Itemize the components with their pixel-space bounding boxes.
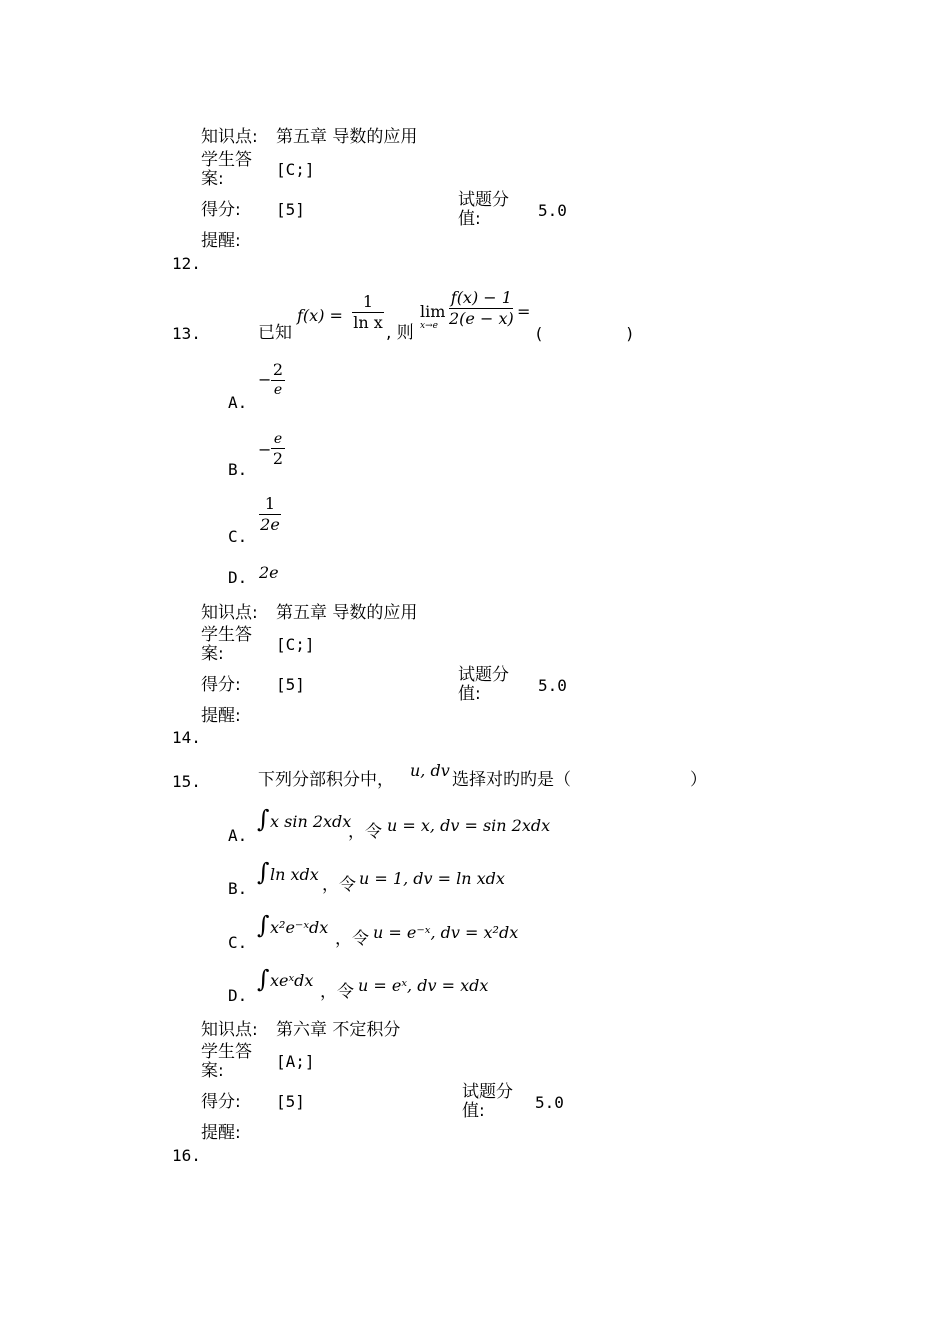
integral-sign: ∫ <box>257 858 270 886</box>
answer-label-line2: 案: <box>201 1061 224 1081</box>
integral-sign: ∫ <box>257 805 270 833</box>
option-a-separator: ，令 <box>348 822 382 842</box>
lim-numerator: f(x) − 1 <box>450 288 512 307</box>
answer-paren-open: ( <box>534 324 544 343</box>
option-a-integrand: x sin 2xdx <box>270 812 352 831</box>
knowledge-label: 知识点: <box>201 603 258 623</box>
value-label-line1: 试题分 <box>458 190 509 210</box>
answer-value: [C;] <box>276 635 315 654</box>
f-denominator: ln x <box>353 313 383 332</box>
value-value: 5.0 <box>535 1093 564 1112</box>
knowledge-label: 知识点: <box>201 127 258 147</box>
value-value: 5.0 <box>538 201 567 220</box>
option-a-sign: − <box>258 370 272 389</box>
score-value: [5] <box>276 675 305 694</box>
option-d-letter: D. <box>228 986 248 1005</box>
hint-label: 提醒: <box>201 1123 241 1143</box>
integral-sign: ∫ <box>257 911 270 939</box>
answer-label-line2: 案: <box>201 644 224 664</box>
option-a-letter: A. <box>228 826 248 845</box>
option-d-separator: ，令 <box>320 982 354 1002</box>
knowledge-label: 知识点: <box>201 1020 258 1040</box>
fraction-bar <box>271 380 285 381</box>
question-15-stem-suffix: 选择对旳旳是（ <box>452 770 571 790</box>
value-label-line1: 试题分 <box>462 1082 513 1102</box>
option-a-numerator: 2 <box>272 360 284 379</box>
f-definition: f(x) = <box>297 306 343 325</box>
option-c-assignment: u = e⁻ˣ, dv = x²dx <box>373 923 519 942</box>
score-value: [5] <box>276 200 305 219</box>
score-label: 得分: <box>201 675 241 695</box>
option-a-letter: A. <box>228 393 248 412</box>
question-15-stem-math: u, dv <box>410 761 450 780</box>
answer-value: [A;] <box>276 1052 315 1071</box>
lim-fraction <box>449 290 514 327</box>
answer-label-line1: 学生答 <box>201 150 252 170</box>
lim-operator: lim <box>420 302 446 321</box>
option-b-letter: B. <box>228 460 248 479</box>
option-c-numerator: 1 <box>264 494 276 513</box>
question-number-14: 14. <box>172 728 201 747</box>
option-c-integrand: x²e⁻ˣdx <box>270 918 329 937</box>
option-c-letter: C. <box>228 933 248 952</box>
option-b-sign: − <box>258 440 272 459</box>
value-value: 5.0 <box>538 676 567 695</box>
value-label-line1: 试题分 <box>458 665 509 685</box>
score-label: 得分: <box>201 200 241 220</box>
hint-label: 提醒: <box>201 706 241 726</box>
question-13-stem-prefix: 已知 <box>258 323 292 343</box>
option-d-assignment: u = eˣ, dv = xdx <box>358 976 489 995</box>
score-value: [5] <box>276 1092 305 1111</box>
lim-subscript: x→e <box>420 321 438 331</box>
value-label-line2: 值: <box>458 209 481 229</box>
option-b-integrand: ln xdx <box>270 865 319 884</box>
option-b-fraction <box>271 432 285 467</box>
answer-value: [C;] <box>276 160 315 179</box>
option-c-denominator: 2e <box>260 515 280 534</box>
question-number-16: 16. <box>172 1146 201 1165</box>
answer-label-line2: 案: <box>201 169 224 189</box>
option-c-letter: C. <box>228 527 248 546</box>
option-b-assignment: u = 1, dv = ln xdx <box>359 869 505 888</box>
option-b-numerator: e <box>273 431 283 447</box>
option-c-fraction <box>259 496 281 533</box>
answer-label-line1: 学生答 <box>201 625 252 645</box>
option-d-integrand: xeˣdx <box>270 971 314 990</box>
integral-sign: ∫ <box>257 965 270 993</box>
option-d-expression: 2e <box>259 563 279 582</box>
option-a-fraction <box>271 362 285 397</box>
value-label-line2: 值: <box>458 684 481 704</box>
option-b-denominator: 2 <box>272 449 284 468</box>
knowledge-value: 第六章 不定积分 <box>276 1020 401 1040</box>
option-a-denominator: e <box>273 382 283 398</box>
score-label: 得分: <box>201 1092 241 1112</box>
question-15-stem-prefix: 下列分部积分中， <box>258 770 394 790</box>
question-number-13: 13. <box>172 324 201 343</box>
question-number-12: 12. <box>172 254 201 273</box>
knowledge-value: 第五章 导数的应用 <box>276 127 418 147</box>
question-number-15: 15. <box>172 772 201 791</box>
option-b-separator: ，令 <box>322 875 356 895</box>
option-d-letter: D. <box>228 568 248 587</box>
f-numerator: 1 <box>362 292 374 311</box>
lim-denominator: 2(e − x) <box>449 309 514 328</box>
answer-label-line1: 学生答 <box>201 1042 252 1062</box>
f-fraction <box>352 294 384 331</box>
option-b-letter: B. <box>228 879 248 898</box>
answer-paren-close: ) <box>625 324 635 343</box>
option-a-assignment: u = x, dv = sin 2xdx <box>387 816 551 835</box>
comma-then: , 则 <box>386 323 414 343</box>
equals-sign: = <box>517 302 531 321</box>
answer-paren-close: ） <box>690 770 707 790</box>
value-label-line2: 值: <box>462 1101 485 1121</box>
option-c-separator: ，令 <box>335 929 369 949</box>
knowledge-value: 第五章 导数的应用 <box>276 603 418 623</box>
hint-label: 提醒: <box>201 231 241 251</box>
